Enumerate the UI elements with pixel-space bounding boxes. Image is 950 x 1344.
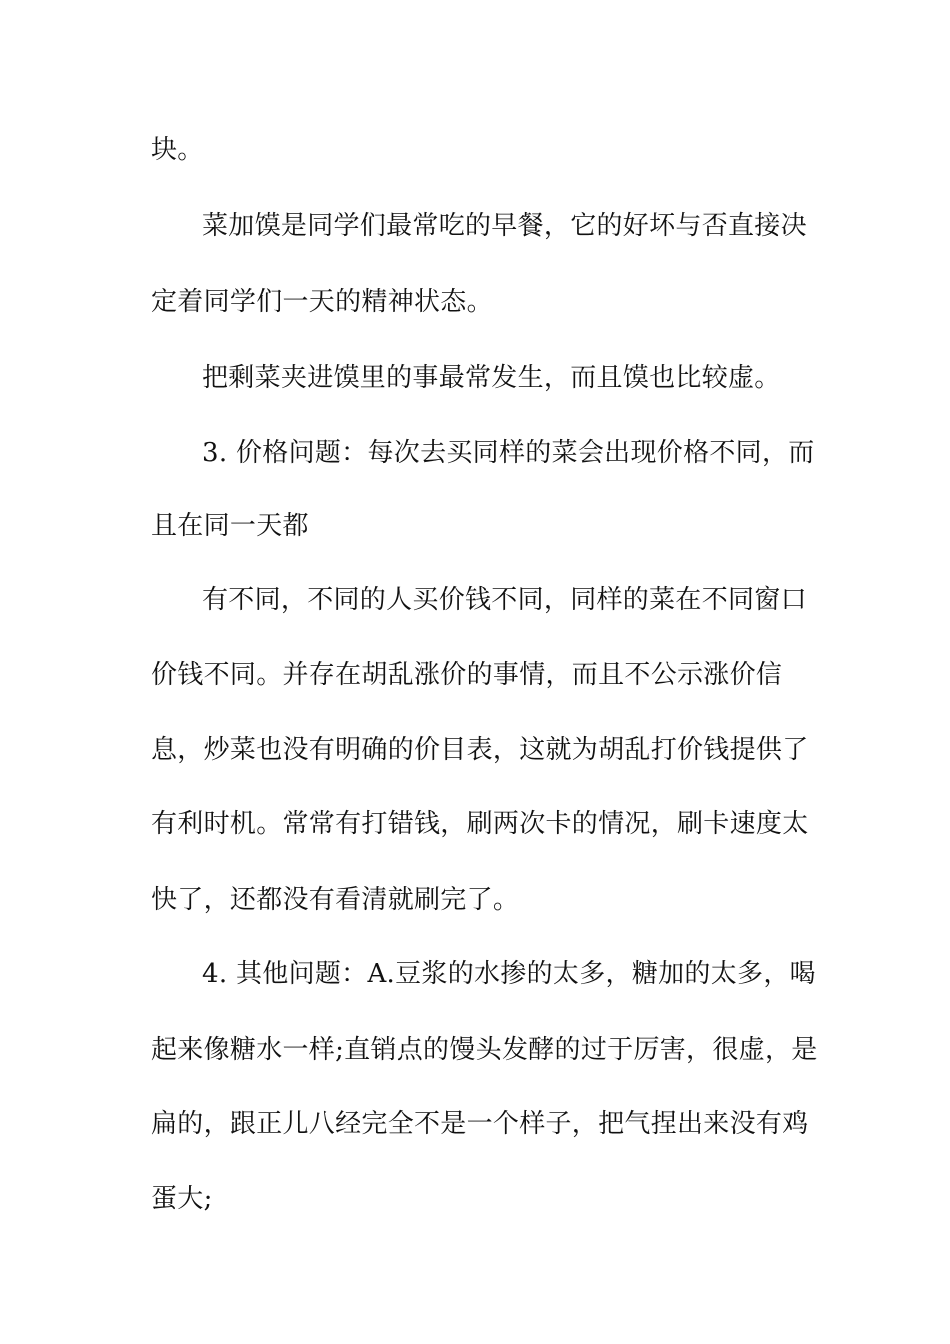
text-line: 有利时机。常常有打错钱，刷两次卡的情况，刷卡速度太 [151, 809, 809, 839]
text-line: 且在同一天都 [151, 511, 309, 541]
text-line: 定着同学们一天的精神状态。 [151, 287, 493, 317]
paragraph-line: 把剩菜夹进馍里的事最常发生，而且馍也比较虚。 [202, 363, 781, 393]
text-line: 快了，还都没有看清就刷完了。 [151, 885, 520, 915]
text-line: 息，炒菜也没有明确的价目表，这就为胡乱打价钱提供了 [151, 735, 809, 765]
text-line: 扁的，跟正儿八经完全不是一个样子，把气捏出来没有鸡 [151, 1109, 809, 1139]
text-line: 块。 [151, 135, 204, 165]
paragraph-line: 菜加馍是同学们最常吃的早餐，它的好坏与否直接决 [202, 211, 807, 241]
text-line: 起来像糖水一样;直销点的馒头发酵的过于厉害，很虚，是 [151, 1035, 818, 1065]
paragraph-line: 4. 其他问题：A.豆浆的水掺的太多，糖加的太多，喝 [202, 959, 816, 989]
text-line: 价钱不同。并存在胡乱涨价的事情，而且不公示涨价信 [151, 660, 783, 690]
text-line: 蛋大; [151, 1184, 213, 1214]
paragraph-line: 有不同，不同的人买价钱不同，同样的菜在不同窗口 [202, 585, 807, 615]
paragraph-line: 3. 价格问题：每次去买同样的菜会出现价格不同，而 [202, 438, 815, 468]
